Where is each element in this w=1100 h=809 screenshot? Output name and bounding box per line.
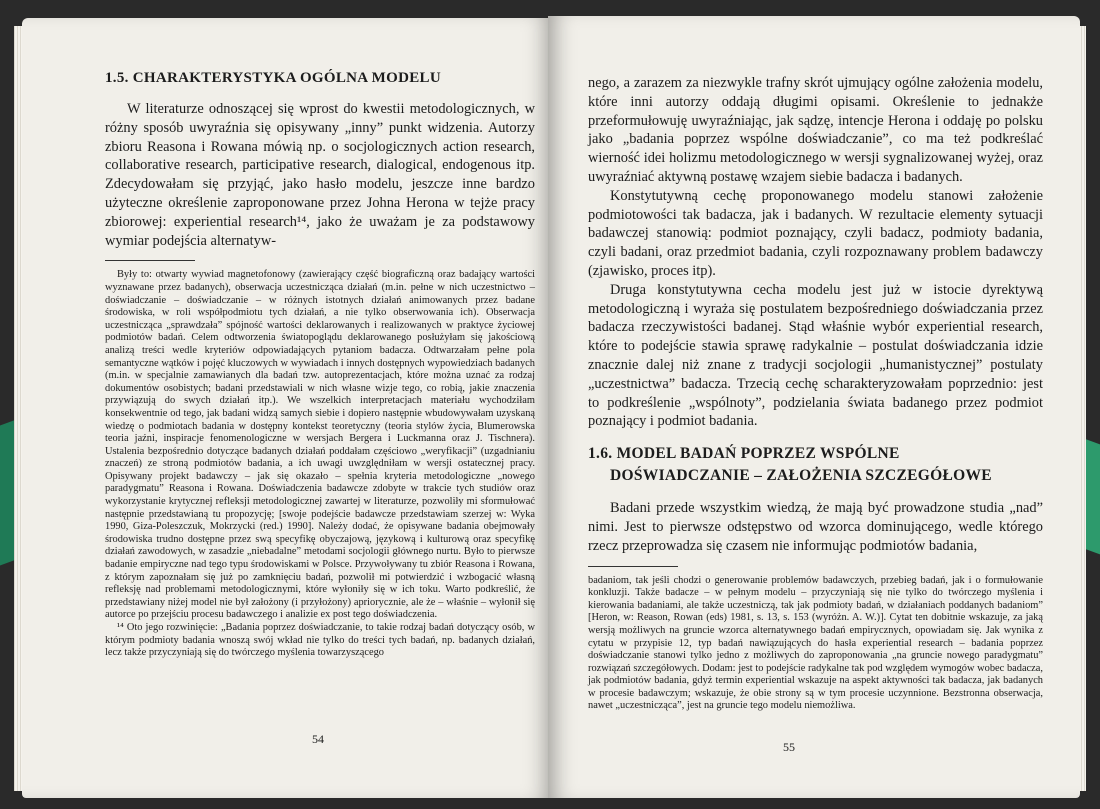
right-page [548, 16, 1080, 798]
right-body-paragraph-4: Badani przede wszystkim wiedzą, że mają być prowadzone studia „nad” nimi. Jest to pierwsze odstępstwo od wzorca dominującego, wedle którego rzecz przeprowadza się czasem nie informując podmiotów badania, [588, 500, 1043, 554]
left-page [22, 18, 552, 798]
footnote-14-continued: badaniom, tak jeśli chodzi o generowanie problemów badawczych, przebieg badań, jak i o formułowanie konkluzji. Także badacze – w pełnym modelu – przyczyniają się nie tylko do twórczego myślenia i kierowania badaniami, ale także uczestniczą, tak jak podmioty badań, w działaniach poddanych badaniom” [Heron, w: Reason, Rowan (eds) 1981, s. 13, s. 153 (wyróżn. A. W.)]. Cytat ten dobitnie wskazuje, za jaką wersją możliwych na gruncie wzorca alternatywnego badań empirycznych, opowiadam się. Jak wynika z cytatu w przypisie 12, typ badań nawiązujących do hasła experiential research – badania poprzez doświadczanie stanowi tylko jedno z możliwych do zaproponowania „na gruncie nowego paradygmatu” rozwiązań szczegółowych. Dodam: jest to podejście radykalne tak pod względem wymogów wobec badacza, jak podmiotów badania, gdyż termin experiential wskazuje na aspekt aktywności tak badacza, jak badanych w procesie badawczym; wskazuje, że obie strony są w tym procesie uczynnione. Bezstronna obserwacja, nawet „uczestnicząca”, jest na gruncie tego modelu niemożliwa. [588, 574, 1043, 712]
right-body-paragraph-2: Konstytutywną cechę proponowanego modelu stanowi założenie podmiotowości tak badacza, jak i badanych. W rezultacie elementy sytuacji badawczej stanowią: podmiot poznający, czyli badacz, podmioty badania, czyli badani, oraz przedmiot badania, czyli rozpoznawany problem badawczy (zjawisko, proces itp). [588, 187, 1043, 279]
footnote-14: ¹⁴ Oto jego rozwinięcie: „Badania poprzez doświadczanie, to takie rodzaj badań dotyczący osób, w którym podmioty badania wnoszą swój wkład nie tylko do treści tych badań, np. badanych działań, lecz także przyczyniają się do twórczego myślenia towarzyszącego [105, 622, 535, 659]
right-body-paragraph-3: Druga konstytutywna cecha modelu jest już w istocie dyrektywą metodologiczną i wyraża się postulatem bezpośredniego doświadczania przez badacza rzeczywistości badanej. Stąd właśnie wybór experiential research, które to podejście stawia sprawę radykalnie – postulat doświadczania idzie znacznie dalej niż znane z tradycji socjologii „humanistycznej” postulaty „uczestnictwa” badacza. Trzecią cechę scharakteryzowałam poprzednio: jest to podkreślenie „wspólnoty”, podzielania świata badanego przez podmiot poznający i podmiot badania. [588, 281, 1043, 430]
page-number-right: 55 [783, 740, 795, 754]
section-heading-1-5: 1.5. CHARAKTERYSTYKA OGÓLNA MODELU [105, 70, 441, 86]
left-text-column [105, 68, 535, 660]
right-text-column [588, 74, 1043, 713]
right-body-paragraph-1: nego, a zarazem za niezwykle trafny skrót ujmujący ogólne założenia modelu, które inni autorzy oddają długimi opisami. Określenie to jednakże przeformułowuję uwyraźniając, jak sądzę, intencje Herona i oddaję po polsku jako „badania poprzez wspólne doświadczanie”, co ma też podkreślać wierność idei holizmu metodologicznego w wersji sygnalizowanej wyżej, oraz uwyraźniać aktywną postawę wzajem siebie badacza i badanych. [588, 75, 1043, 185]
left-body-paragraph: W literaturze odnoszącej się wprost do kwestii metodologicznych, w różny sposób uwyraźnia się opisywany „inny” punkt widzenia. Autorzy zbioru Reasona i Rowana mówią np. o socjologicznych action research, collaborative research, participative research, dialogical, endogenous itp. Zdecydowałam się przyjąć, jako hasło modelu, jeszcze inne bardzo użyteczne określenie zaproponowane przez Johna Herona w tejże pracy zbiorowej: experiential research¹⁴, jako że uważam je za podstawowy wymiar podejścia alternatyw- [105, 101, 535, 249]
footnote-rule-right [588, 566, 678, 567]
section-heading-1-6: 1.6. MODEL BADAŃ POPRZEZ WSPÓLNE DOŚWIADCZANIE – ZAŁOŻENIA SZCZEGÓŁOWE [588, 445, 992, 485]
page-number-left: 54 [312, 732, 324, 746]
footnote-continued: Były to: otwarty wywiad magnetofonowy (zawierający część biograficzną oraz badający wartości wyznawane przez badanych), obserwacja uczestnicząca działań (m.in. pełne w nich uczestnictwo – doświadczanie – doświadczanie – w różnych istotnych działań animowanych przez badane środowiska, w roli współpodmiotu tych działań, a nie tylko obserwowania ich). Obserwacja uczestnicząca „sprawdzała” spójność wartości deklarowanych i realizowanych w praktyce życiowej podmiotów badań. Celem odtworzenia światopoglądu deklarowanego posłużyłam się jakościową analizą treści wedle kryteriów odpowiadających pytaniom badacza. Odtwarzałam pełne pola semantyczne wątków i pojęć kluczowych w wywiadach i innych dostępnych wypowiedziach badanych (m.in. w specjalnie zamawianych dla badań tzw. autoprezentacjach, które można uznać za rodzaj dokumentów osobistych; badani przedstawiali w nich własne wizje tego, co robią, jakie znaczenia przywiązują do swych działań itp.). We wszelkich interpretacjach materiału wychodziłam konsekwentnie od tego, jak badani widzą samych siebie i dopiero następnie wbudowywałam uzyskaną wiedzę o podmiotach badania w dostępny kontekst teoretyczny (teoria stylów życia, Blumerowska teoria jaźni, inspiracje fenomenologiczne w wersjach Bergera i Luckmanna oraz J. Tischnera). Ustalenia bezpośrednio dotyczące badanych działań poddałam częściowo „weryfikacji” (uzgadnianiu znaczeń) ze stroną podmiotów badania, a ich uwagi uwzględniłam w wersji ostatecznej pracy. Opisywany projekt badawczy – jak się okazało – spełnia kryteria metodologiczne „nowego paradygmatu” Reasona i Rowana. Doświadczenia badawcze zdobyte w trakcie tych studiów oraz wykorzystanie krytycznej refleksji metodologicznej zawartej w literaturze, pozwoliły mi sformułować następnie przedstawianą tu propozycję; [swoje podejście badawcze przedstawiam szerzej w: Wyka 1990, Giza-Poleszczuk, Mokrzycki (red.) 1990]. Należy dodać, że opisywane badania obejmowały środowiska trudno dostępne przez swą specyfikę obyczajową, językową i kulturową oraz specyfikę działań zawodowych, w zasadzie „niebadalne” metodami socjologii głównego nurtu. Było to pierwsze badanie empiryczne nad tego typu środowiskami w Polsce. Przywoływany tu zbiór Reasona i Rowana, z którym zapoznałam się już po zamknięciu badań, pozwolił mi potwierdzić i wzbogacić własną refleksję nad problemami metodologicznymi, które wyłoniły się w ich toku. Warto podkreślić, że przedstawiany niżej model nie był założony (i przyłożony) apriorycznie, ale że – właśnie – wyłonił się autorce po przejściu procesu badawczego i analizie ex post tego doświadczenia. [105, 269, 535, 621]
footnote-rule [105, 260, 195, 261]
